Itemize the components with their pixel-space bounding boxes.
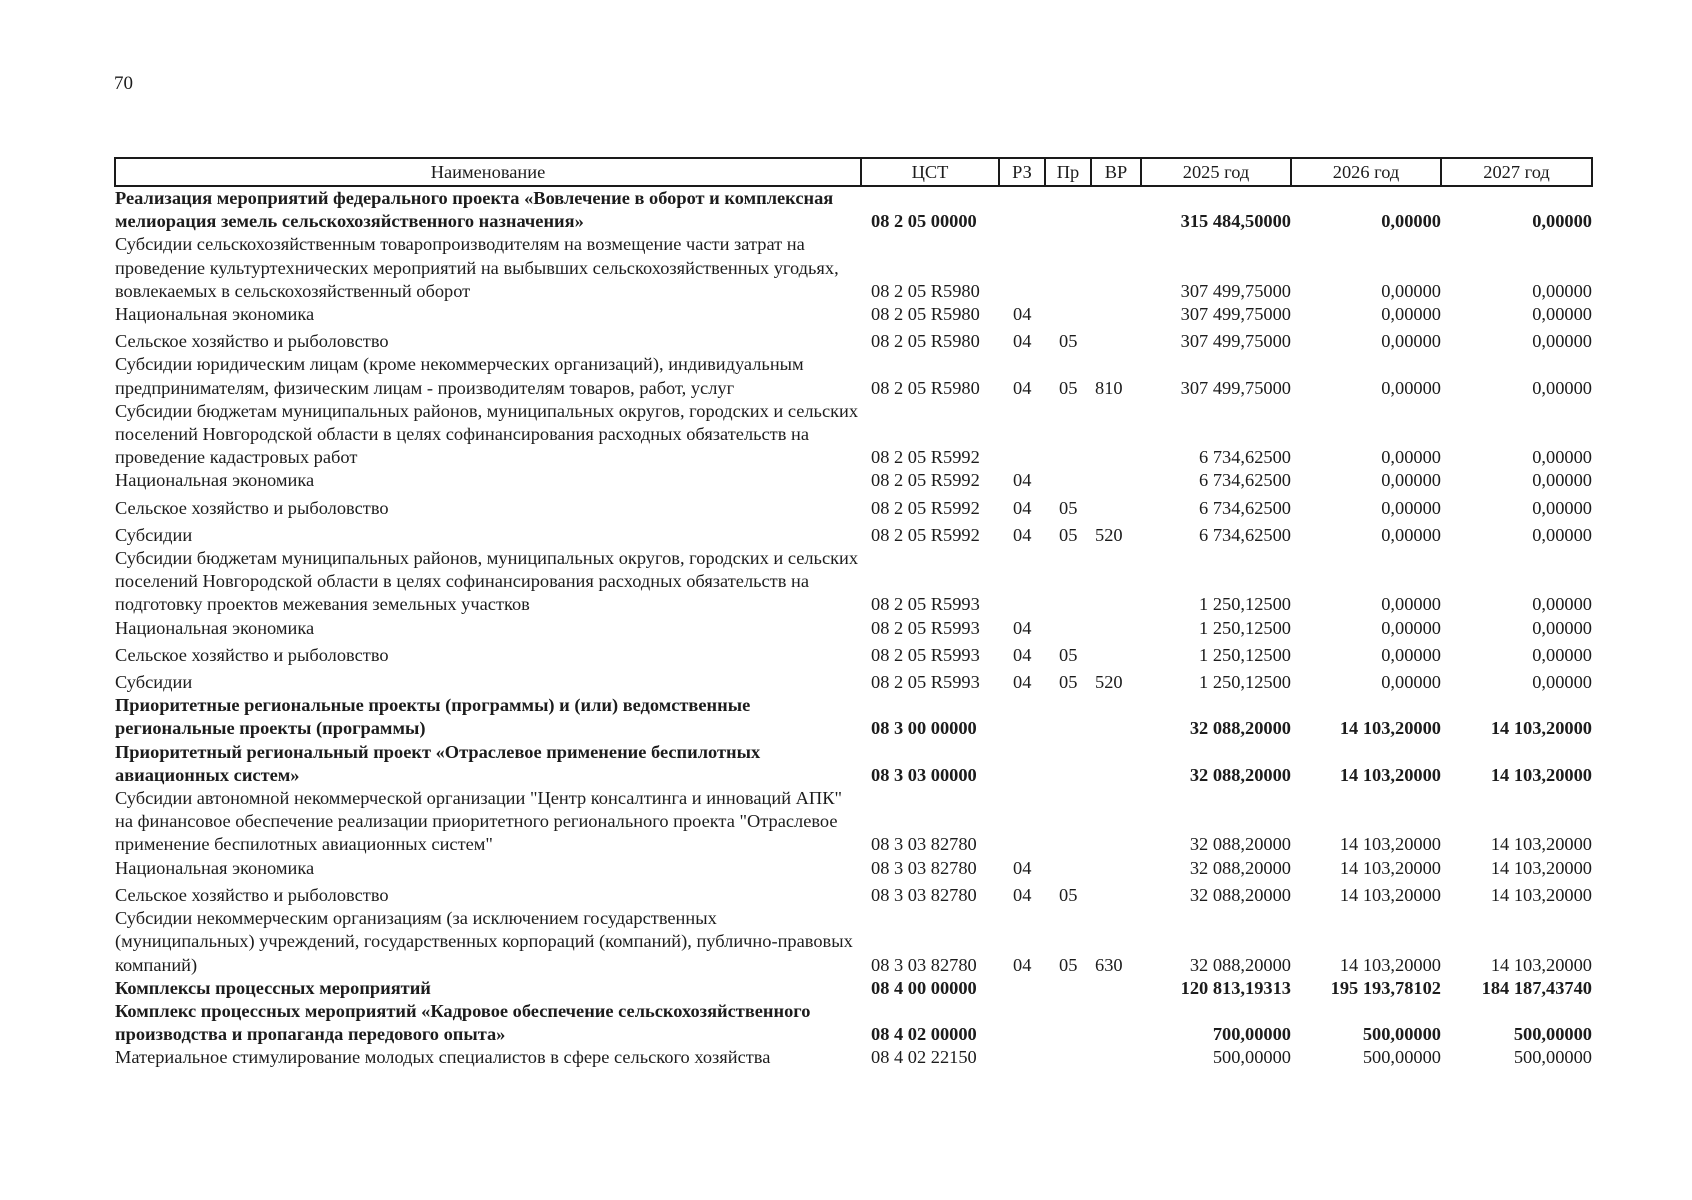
- cell-name: Субсидии: [115, 672, 193, 693]
- table-row: [115, 640, 1592, 667]
- cell-2026: 195 193,78102: [1330, 977, 1441, 998]
- cell-2026: 500,00000: [1362, 1047, 1441, 1068]
- cell-2026: 14 103,20000: [1339, 954, 1441, 975]
- cell-rz: 04: [1013, 954, 1032, 975]
- cell-pr: 05: [1059, 884, 1078, 905]
- cell-pr: [1045, 547, 1091, 617]
- cell-2025: 6 734,62500: [1199, 497, 1291, 518]
- cell-2025: 32 088,20000: [1189, 764, 1291, 785]
- cell-rz: [999, 547, 1045, 617]
- cell-2027: 0,00000: [1532, 617, 1592, 638]
- cell-name: Субсидии автономной некоммерческой организации "Центр консалтинга и инноваций АПК" на финансовое обеспечение реализации приоритетного регионального проекта "Отраслевое применение беспилотных авиационных систем": [115, 788, 842, 855]
- cell-pr: [1045, 694, 1091, 740]
- cell-vr: [1091, 694, 1141, 740]
- table-row: [115, 1046, 1592, 1069]
- table-row: [115, 353, 1592, 399]
- cell-rz: 04: [1013, 672, 1032, 693]
- table-row: [115, 233, 1592, 303]
- cell-rz: [999, 233, 1045, 303]
- cell-vr: [1091, 469, 1141, 492]
- cell-name: Приоритетный региональный проект «Отраслевое применение беспилотных авиационных систем»: [115, 741, 761, 785]
- table-row: [115, 617, 1592, 640]
- cell-2027: 0,00000: [1532, 331, 1592, 352]
- cell-vr: [1091, 880, 1141, 907]
- cell-2025: 32 088,20000: [1189, 718, 1291, 739]
- cell-name: Материальное стимулирование молодых специалистов в сфере сельского хозяйства: [115, 1047, 771, 1068]
- table-header: [115, 158, 1592, 186]
- cell-pr: [1045, 617, 1091, 640]
- cell-cst: 08 3 00 00000: [871, 718, 977, 739]
- cell-vr: [1091, 400, 1141, 470]
- cell-cst: 08 2 05 R5993: [871, 672, 980, 693]
- cell-cst: 08 2 05 R5993: [871, 617, 980, 638]
- cell-name: Субсидии юридическим лицам (кроме некоммерческих организаций), индивидуальным предпринимателям, физическим лицам - производителям товаров, работ, услуг: [115, 354, 804, 398]
- cell-cst: 08 2 05 R5993: [871, 594, 980, 615]
- cell-2026: 0,00000: [1381, 644, 1441, 665]
- cell-name: Национальная экономика: [115, 857, 315, 878]
- table-row: [115, 493, 1592, 520]
- cell-cst: 08 4 02 00000: [871, 1024, 977, 1045]
- cell-name: Комплексы процессных мероприятий: [115, 977, 431, 998]
- cell-rz: [999, 694, 1045, 740]
- cell-2026: 0,00000: [1381, 672, 1441, 693]
- cell-rz: 04: [1013, 470, 1032, 491]
- cell-2027: 14 103,20000: [1490, 718, 1592, 739]
- cell-2025: 6 734,62500: [1199, 447, 1291, 468]
- cell-cst: 08 2 05 R5992: [871, 447, 980, 468]
- table-row: [115, 1000, 1592, 1046]
- cell-cst: 08 2 05 00000: [871, 211, 977, 232]
- table-row: [115, 741, 1592, 787]
- table-row: [115, 547, 1592, 617]
- cell-pr: [1045, 400, 1091, 470]
- cell-name: Сельское хозяйство и рыболовство: [115, 497, 389, 518]
- column-header-2026: 2026 год: [1291, 158, 1441, 186]
- cell-vr: [1091, 233, 1141, 303]
- cell-rz: 04: [1013, 884, 1032, 905]
- cell-2025: 1 250,12500: [1199, 644, 1291, 665]
- cell-2025: 1 250,12500: [1199, 617, 1291, 638]
- table-row: [115, 787, 1592, 857]
- table-row: [115, 303, 1592, 326]
- cell-pr: 05: [1059, 524, 1078, 545]
- cell-cst: 08 3 03 82780: [871, 884, 977, 905]
- cell-2025: 307 499,75000: [1180, 377, 1291, 398]
- cell-2025: 307 499,75000: [1180, 331, 1291, 352]
- table-row: [115, 907, 1592, 977]
- cell-name: Сельское хозяйство и рыболовство: [115, 644, 389, 665]
- cell-name: Субсидии некоммерческим организациям (за исключением государственных (муниципальных) учреждений, государственных корпораций (компаний), публично-правовых компаний): [115, 908, 853, 975]
- cell-pr: [1045, 787, 1091, 857]
- cell-pr: [1045, 1000, 1091, 1046]
- cell-pr: [1045, 1046, 1091, 1069]
- cell-2027: 14 103,20000: [1490, 857, 1592, 878]
- column-header-2025: 2025 год: [1141, 158, 1291, 186]
- cell-name: Субсидии бюджетам муниципальных районов, муниципальных округов, городских и сельских поселений Новгородской области в целях софинансирования расходных обязательств на проведение кадастровых работ: [115, 400, 859, 468]
- cell-2025: 120 813,19313: [1180, 977, 1291, 998]
- cell-2027: 184 187,43740: [1481, 977, 1592, 998]
- header-row: [115, 158, 1592, 186]
- cell-2027: 500,00000: [1513, 1047, 1592, 1068]
- cell-vr: [1091, 741, 1141, 787]
- cell-2025: 307 499,75000: [1180, 304, 1291, 325]
- cell-2025: 700,00000: [1212, 1024, 1291, 1045]
- cell-rz: [999, 741, 1045, 787]
- cell-2027: 0,00000: [1532, 211, 1592, 232]
- cell-cst: 08 4 00 00000: [871, 977, 977, 998]
- cell-cst: 08 2 05 R5980: [871, 280, 980, 301]
- cell-2027: 0,00000: [1532, 524, 1592, 545]
- cell-2026: 14 103,20000: [1339, 857, 1441, 878]
- cell-rz: 04: [1013, 377, 1032, 398]
- cell-cst: 08 3 03 82780: [871, 954, 977, 975]
- cell-2027: 0,00000: [1532, 497, 1592, 518]
- cell-2027: 0,00000: [1532, 470, 1592, 491]
- cell-vr: [1091, 787, 1141, 857]
- cell-pr: 05: [1059, 672, 1078, 693]
- table-row: [115, 469, 1592, 492]
- cell-2027: 0,00000: [1532, 672, 1592, 693]
- cell-cst: 08 3 03 82780: [871, 834, 977, 855]
- cell-2026: 0,00000: [1381, 377, 1441, 398]
- cell-name: Национальная экономика: [115, 470, 315, 491]
- cell-2025: 315 484,50000: [1180, 211, 1291, 232]
- cell-2025: 6 734,62500: [1199, 524, 1291, 545]
- column-header-rz: РЗ: [999, 158, 1045, 186]
- cell-name: Субсидии: [115, 524, 193, 545]
- cell-2026: 14 103,20000: [1339, 884, 1441, 905]
- cell-vr: [1091, 326, 1141, 353]
- cell-name: Сельское хозяйство и рыболовство: [115, 884, 389, 905]
- cell-name: Субсидии сельскохозяйственным товаропроизводителям на возмещение части затрат на проведение культуртехнических мероприятий на выбывших сельскохозяйственных угодьях, вовлекаемых в сельскохозяйственный оборот: [115, 234, 839, 301]
- cell-pr: [1045, 233, 1091, 303]
- table-row: [115, 977, 1592, 1000]
- cell-2026: 0,00000: [1381, 304, 1441, 325]
- table-row: [115, 186, 1592, 233]
- cell-pr: [1045, 303, 1091, 326]
- column-header-vr: ВР: [1091, 158, 1141, 186]
- column-header-cst: ЦСТ: [861, 158, 999, 186]
- cell-rz: 04: [1013, 617, 1032, 638]
- cell-pr: [1045, 741, 1091, 787]
- table-row: [115, 326, 1592, 353]
- cell-2027: 0,00000: [1532, 594, 1592, 615]
- cell-vr: 630: [1095, 954, 1123, 975]
- cell-2026: 0,00000: [1381, 211, 1441, 232]
- cell-2027: 14 103,20000: [1490, 884, 1592, 905]
- cell-pr: 05: [1059, 497, 1078, 518]
- cell-2026: 0,00000: [1381, 331, 1441, 352]
- cell-vr: [1091, 977, 1141, 1000]
- table-row: [115, 520, 1592, 547]
- cell-rz: 04: [1013, 857, 1032, 878]
- cell-rz: 04: [1013, 644, 1032, 665]
- table-row: [115, 694, 1592, 740]
- cell-2025: 6 734,62500: [1199, 470, 1291, 491]
- cell-2026: 14 103,20000: [1339, 718, 1441, 739]
- cell-2027: 14 103,20000: [1490, 764, 1592, 785]
- table-row: [115, 880, 1592, 907]
- cell-2026: 14 103,20000: [1339, 834, 1441, 855]
- cell-2027: 0,00000: [1532, 280, 1592, 301]
- budget-table: [114, 157, 1593, 1070]
- cell-cst: 08 2 05 R5980: [871, 377, 980, 398]
- table-body: [115, 186, 1592, 1070]
- cell-vr: 810: [1095, 377, 1123, 398]
- cell-2027: 0,00000: [1532, 644, 1592, 665]
- cell-name: Национальная экономика: [115, 617, 315, 638]
- cell-2027: 0,00000: [1532, 447, 1592, 468]
- cell-vr: [1091, 493, 1141, 520]
- column-header-pr: Пр: [1045, 158, 1091, 186]
- cell-2025: 32 088,20000: [1189, 834, 1291, 855]
- cell-2026: 0,00000: [1381, 447, 1441, 468]
- cell-name: Сельское хозяйство и рыболовство: [115, 331, 389, 352]
- cell-2025: 32 088,20000: [1189, 884, 1291, 905]
- cell-cst: 08 2 05 R5980: [871, 304, 980, 325]
- cell-cst: 08 3 03 00000: [871, 764, 977, 785]
- cell-pr: 05: [1059, 954, 1078, 975]
- cell-vr: [1091, 617, 1141, 640]
- cell-2025: 1 250,12500: [1199, 594, 1291, 615]
- cell-rz: [999, 1046, 1045, 1069]
- cell-vr: [1091, 186, 1141, 233]
- cell-pr: 05: [1059, 377, 1078, 398]
- cell-rz: [999, 400, 1045, 470]
- cell-rz: 04: [1013, 524, 1032, 545]
- cell-2027: 500,00000: [1513, 1024, 1592, 1045]
- cell-2026: 0,00000: [1381, 470, 1441, 491]
- cell-vr: 520: [1095, 672, 1123, 693]
- cell-name: Реализация мероприятий федерального проекта «Вовлечение в оборот и комплексная мелиорация земель сельскохозяйственного назначения»: [115, 188, 834, 232]
- cell-2026: 500,00000: [1362, 1024, 1441, 1045]
- cell-name: Национальная экономика: [115, 304, 315, 325]
- cell-cst: 08 2 05 R5980: [871, 331, 980, 352]
- cell-rz: 04: [1013, 497, 1032, 518]
- table-row: [115, 667, 1592, 694]
- cell-2025: 32 088,20000: [1189, 857, 1291, 878]
- cell-2026: 0,00000: [1381, 617, 1441, 638]
- cell-rz: 04: [1013, 331, 1032, 352]
- cell-name: Субсидии бюджетам муниципальных районов, муниципальных округов, городских и сельских поселений Новгородской области в целях софинансирования расходных обязательств на подготовку проектов межевания земельных участков: [115, 548, 859, 615]
- cell-2025: 1 250,12500: [1199, 672, 1291, 693]
- cell-2025: 307 499,75000: [1180, 280, 1291, 301]
- cell-2027: 0,00000: [1532, 304, 1592, 325]
- cell-pr: [1045, 469, 1091, 492]
- cell-pr: 05: [1059, 644, 1078, 665]
- cell-vr: [1091, 547, 1141, 617]
- column-header-name: Наименование: [115, 158, 861, 186]
- cell-cst: 08 2 05 R5992: [871, 524, 980, 545]
- column-header-2027: 2027 год: [1441, 158, 1592, 186]
- cell-cst: 08 3 03 82780: [871, 857, 977, 878]
- cell-vr: [1091, 303, 1141, 326]
- cell-pr: 05: [1059, 331, 1078, 352]
- cell-2026: 0,00000: [1381, 497, 1441, 518]
- cell-2026: 0,00000: [1381, 524, 1441, 545]
- cell-pr: [1045, 977, 1091, 1000]
- cell-pr: [1045, 186, 1091, 233]
- cell-rz: 04: [1013, 304, 1032, 325]
- cell-cst: 08 2 05 R5993: [871, 644, 980, 665]
- cell-cst: 08 2 05 R5992: [871, 470, 980, 491]
- cell-2026: 0,00000: [1381, 280, 1441, 301]
- cell-rz: [999, 787, 1045, 857]
- cell-name: Комплекс процессных мероприятий «Кадровое обеспечение сельскохозяйственного производства и пропаганда передового опыта»: [115, 1000, 811, 1045]
- cell-rz: [999, 186, 1045, 233]
- budget-table-container: [114, 157, 1591, 1070]
- cell-vr: [1091, 857, 1141, 880]
- cell-rz: [999, 977, 1045, 1000]
- cell-pr: [1045, 857, 1091, 880]
- table-row: [115, 400, 1592, 470]
- cell-2026: 0,00000: [1381, 594, 1441, 615]
- cell-2027: 0,00000: [1532, 377, 1592, 398]
- cell-2025: 32 088,20000: [1189, 954, 1291, 975]
- cell-2027: 14 103,20000: [1490, 954, 1592, 975]
- cell-2027: 14 103,20000: [1490, 834, 1592, 855]
- cell-vr: [1091, 640, 1141, 667]
- cell-2025: 500,00000: [1212, 1047, 1291, 1068]
- cell-cst: 08 4 02 22150: [871, 1047, 977, 1068]
- cell-vr: [1091, 1000, 1141, 1046]
- table-row: [115, 857, 1592, 880]
- cell-vr: 520: [1095, 524, 1123, 545]
- cell-rz: [999, 1000, 1045, 1046]
- cell-name: Приоритетные региональные проекты (программы) и (или) ведомственные региональные проекты (программы): [115, 695, 751, 739]
- cell-vr: [1091, 1046, 1141, 1069]
- page-number: 70: [114, 73, 133, 94]
- cell-cst: 08 2 05 R5992: [871, 497, 980, 518]
- cell-2026: 14 103,20000: [1339, 764, 1441, 785]
